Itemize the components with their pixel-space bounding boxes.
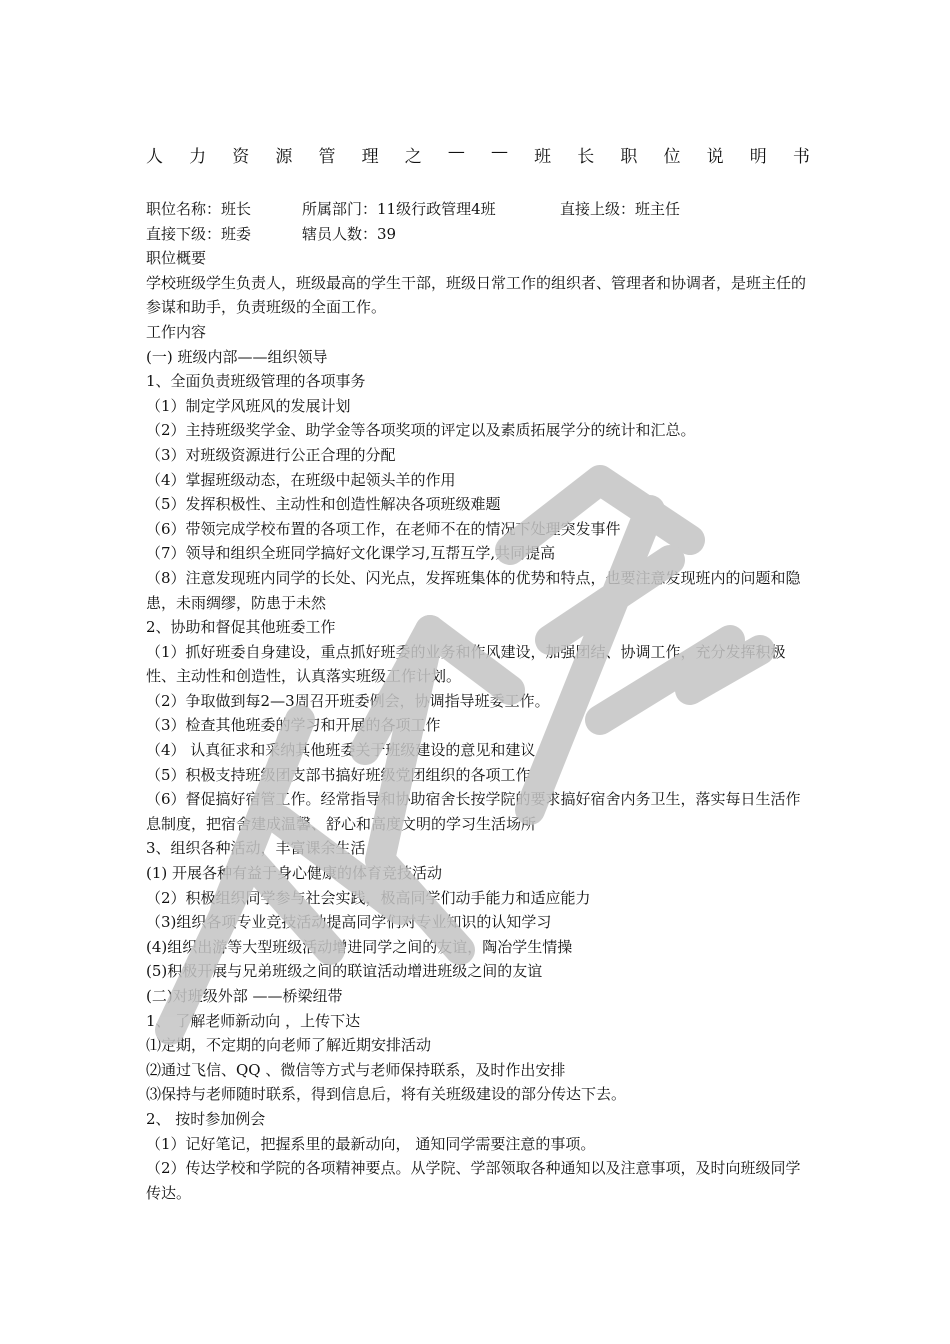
title-char: 人 bbox=[146, 147, 163, 167]
body-line: （1）记好笔记，把握系里的最新动向， 通知同学需要注意的事项。 bbox=[146, 1134, 596, 1153]
body-line: （4） 认真征求和采纳其他班委关于班级建设的意见和建议 bbox=[146, 741, 536, 760]
body-line: 2、 按时参加例会 bbox=[146, 1109, 266, 1128]
body-line: (5)积极开展与兄弟班级之间的联谊活动增进班级之间的友谊 bbox=[146, 962, 543, 981]
document-body bbox=[146, 197, 810, 1205]
body-line: （2）争取做到每2—3周召开班委例会，协调指导班委工作。 bbox=[146, 691, 550, 710]
body-line: (1) 开展各种有益于身心健康的体育竞技活动 bbox=[146, 864, 443, 883]
body-line: ⑵通过飞信、QQ 、微信等方式与老师保持联系，及时作出安排 bbox=[146, 1060, 566, 1079]
body-line: （4）掌握班级动态，在班级中起领头羊的作用 bbox=[146, 470, 456, 489]
body-line: (一) 班级内部——组织领导 bbox=[146, 347, 328, 366]
body-line: 2、协助和督促其他班委工作 bbox=[146, 618, 336, 637]
title-char: 力 bbox=[189, 147, 207, 167]
body-line: （2）积极组织同学参与社会实践，极高同学们动手能力和适应能力 bbox=[146, 888, 591, 907]
department: 所属部门：11级行政管理4班 bbox=[302, 200, 496, 218]
title-char: 源 bbox=[275, 147, 293, 167]
title-char: 班 bbox=[534, 147, 552, 167]
sections bbox=[146, 246, 810, 1205]
body-line: （5）发挥积极性、主动性和创造性解决各项班级难题 bbox=[146, 495, 501, 514]
body-line: 工作内容 bbox=[146, 322, 207, 341]
body-line: （6）带领完成学校布置的各项工作，在老师不在的情况下处理突发事件 bbox=[146, 519, 621, 538]
body-line: (二)对班级外部 ——桥梁纽带 bbox=[146, 987, 343, 1005]
body-line: （3）对班级资源进行公正合理的分配 bbox=[146, 445, 396, 464]
body-line: （3）检查其他班委的学习和开展的各项工作 bbox=[146, 716, 441, 735]
body-line: (4)组织出游等大型班级活动增进同学之间的友谊，陶冶学生情操 bbox=[146, 937, 573, 956]
direct-superior: 直接上级：班主任 bbox=[560, 200, 681, 218]
body-line: （2）主持班级奖学金、助学金等各项奖项的评定以及素质拓展学分的统计和汇总。 bbox=[146, 421, 696, 440]
body-line: （7）领导和组织全班同学搞好文化课学习,互帮互学,共同提高 bbox=[146, 544, 556, 563]
body-line: 1、全面负责班级管理的各项事务 bbox=[146, 372, 366, 391]
body-line: （5）积极支持班级团支部书搞好班级党团组织的各项工作 bbox=[146, 765, 531, 784]
meta-row-1 bbox=[146, 197, 810, 222]
body-line: （1）制定学风班风的发展计划 bbox=[146, 396, 351, 415]
direct-subordinate: 直接下级：班委 bbox=[146, 224, 252, 243]
title-char: 长 bbox=[577, 147, 595, 167]
title-char: 位 bbox=[663, 147, 681, 167]
body-line: （3)组织各项专业竞技活动提高同学们对专业知识的认知学习 bbox=[146, 913, 552, 932]
body-line: 职位概要 bbox=[146, 249, 207, 268]
title-char: — bbox=[447, 142, 465, 162]
document-title bbox=[146, 142, 810, 167]
body-line: 1、 了解老师新动向 ，上传下达 bbox=[146, 1011, 361, 1030]
title-char: 说 bbox=[706, 147, 724, 167]
title-char: 书 bbox=[792, 147, 810, 167]
body-line: （2）传达学校和学院的各项精神要点。从学院、学部领取各种通知以及注意事项，及时向班级同学传达。 bbox=[146, 1159, 801, 1202]
body-line: ⑶保持与老师随时联系，得到信息后，将有关班级建设的部分传达下去。 bbox=[146, 1085, 627, 1104]
title-char: 管 bbox=[318, 147, 336, 167]
body-line: （1）抓好班委自身建设，重点抓好班委的业务和作风建设，加强团结、协调工作，充分发挥积极性、主动性和创造性，认真落实班级工作计划。 bbox=[146, 642, 786, 686]
title-char: — bbox=[491, 142, 508, 162]
title-char: 之 bbox=[404, 147, 422, 167]
body-line: （8）注意发现班内同学的长处、闪光点，发挥班集体的优势和特点，也要注意发现班内的问题和隐患，未雨绸缪，防患于未然 bbox=[146, 568, 801, 612]
title-char: 资 bbox=[232, 147, 250, 167]
body-line: 学校班级学生负责人，班级最高的学生干部，班级日常工作的组织者、管理者和协调者，是班主任的参谋和助手，负责班级的全面工作。 bbox=[146, 273, 807, 317]
body-line: ⑴定期，不定期的向老师了解近期安排活动 bbox=[146, 1036, 432, 1055]
title-char: 明 bbox=[749, 147, 767, 167]
body-line: 3、组织各种活动，丰富课余生活 bbox=[146, 839, 366, 858]
position-name: 职位名称：班长 bbox=[146, 200, 252, 218]
meta-row-2 bbox=[146, 222, 810, 247]
staff-count: 辖员人数：39 bbox=[302, 224, 397, 243]
body-line: （6）督促搞好宿管工作。经常指导和协助宿舍长按学院的要求搞好宿舍内务卫生，落实每日生活作息制度，把宿舍建成温馨、舒心和高度文明的学习生活场所 bbox=[146, 790, 801, 833]
title-char: 理 bbox=[361, 147, 379, 167]
title-char: 职 bbox=[620, 147, 638, 167]
